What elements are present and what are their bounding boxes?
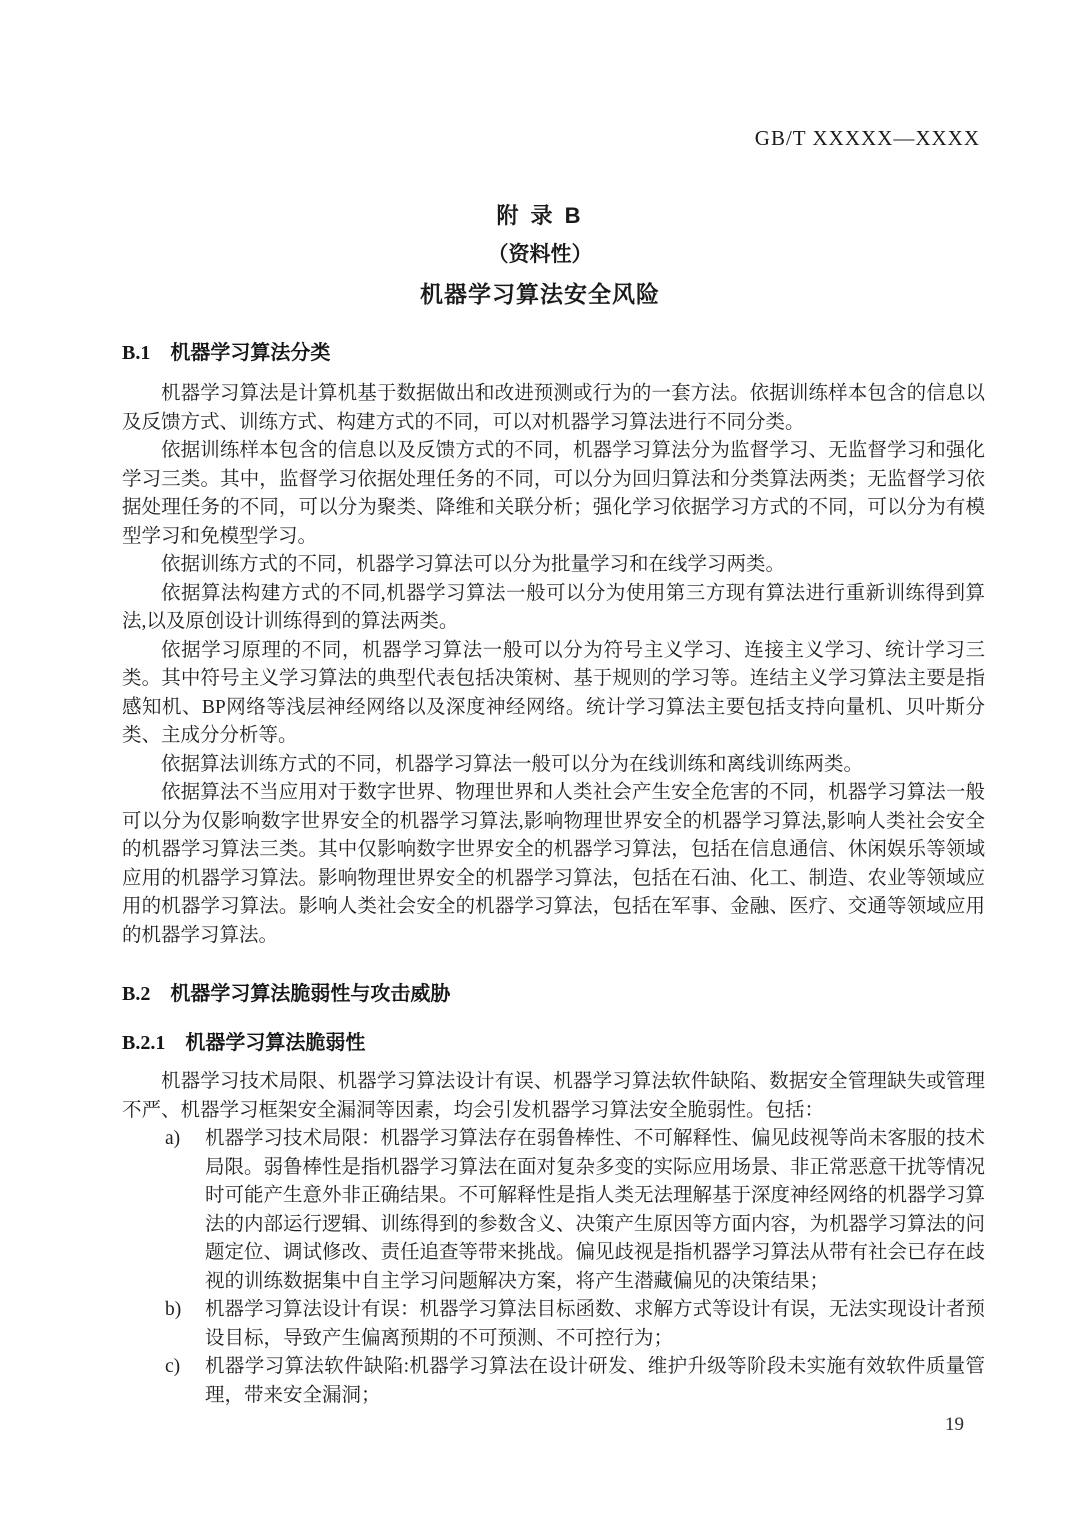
list-item-c-label: c) — [165, 1356, 181, 1377]
paragraph-b1-7: 依据算法不当应用对于数字世界、物理世界和人类社会产生安全危害的不同，机器学习算法一般可以分为仅影响数字世界安全的机器学习算法,影响物理世界安全的机器学习算法,影响人类社会安全的机器学习算法三类。其中仅影响数字世界安全的机器学习算法，包括在信息通信、休闲娱乐等领域应用的机器学习算法。影响物理世界安全的机器学习算法，包括在石油、化工、制造、农业等领域应用的机器学习算法。影响人类社会安全的机器学习算法，包括在军事、金融、医疗、交通等领域应用的机器学习算法。 — [122, 782, 985, 946]
paragraph-b1-3: 依据训练方式的不同，机器学习算法可以分为批量学习和在线学习两类。 — [161, 554, 786, 575]
appendix-type: （资料性） — [487, 243, 593, 266]
list-item-a — [122, 1125, 985, 1296]
list-item-b-text: 机器学习算法设计有误：机器学习算法目标函数、求解方式等设计有误，无法实现设计者预设目标，导致产生偏离预期的不可预测、不可控行为； — [205, 1299, 986, 1349]
paragraph-b21-intro: 机器学习技术局限、机器学习算法设计有误、机器学习算法软件缺陷、数据安全管理缺失或管理不严、机器学习框架安全漏洞等因素，均会引发机器学习算法安全脆弱性。包括： — [122, 1071, 985, 1121]
list-item-a-text: 机器学习技术局限：机器学习算法存在弱鲁棒性、不可解释性、偏见歧视等尚未客服的技术局限。弱鲁棒性是指机器学习算法在面对复杂多变的实际应用场景、非正常恶意干扰等情况时可能产生意外非正确结果。不可解释性是指人类无法理解基于深度神经网络的机器学习算法的内部运行逻辑、训练得到的参数含义、决策产生原因等方面内容，为机器学习算法的问题定位、调试修改、责任追查等带来挑战。偏见歧视是指机器学习算法从带有社会已存在歧视的训练数据集中自主学习问题解决方案，将产生潜藏偏见的决策结果； — [205, 1128, 986, 1292]
paragraph-b1-6: 依据算法训练方式的不同，机器学习算法一般可以分为在线训练和离线训练两类。 — [161, 753, 864, 775]
list-item-c-text: 机器学习算法软件缺陷:机器学习算法在设计研发、维护升级等阶段未实施有效软件质量管理，带来安全漏洞； — [205, 1356, 985, 1406]
section-number-b21: B.2.1 — [122, 1032, 166, 1054]
document-body — [122, 336, 985, 1410]
list-item-b-label: b) — [165, 1299, 182, 1320]
vulnerability-list — [122, 1125, 985, 1410]
section-heading-b2 — [122, 977, 985, 1006]
list-item-a-label: a) — [165, 1128, 181, 1149]
section-title-b1: 机器学习算法分类 — [170, 342, 331, 364]
paragraph-b1-4: 依据算法构建方式的不同,机器学习算法一般可以分为使用第三方现有算法进行重新训练得到算法,以及原创设计训练得到的算法两类。 — [122, 582, 985, 632]
list-item-c — [122, 1353, 985, 1410]
appendix-title-block — [0, 199, 1080, 309]
page-number: 19 — [945, 1414, 964, 1435]
paragraph-b1-5: 依据学习原理的不同，机器学习算法一般可以分为符号主义学习、连接主义学习、统计学习三类。其中符号主义学习算法的典型代表包括决策树、基于规则的学习等。连结主义学习算法主要是指感知机、BP网络等浅层神经网络以及深度神经网络。统计学习算法主要包括支持向量机、贝叶斯分类、主成分分析等。 — [122, 639, 985, 746]
list-item-b — [122, 1296, 985, 1353]
section-number-b1: B.1 — [122, 342, 151, 364]
paragraph-b1-2: 依据训练样本包含的信息以及反馈方式的不同，机器学习算法分为监督学习、无监督学习和强化学习三类。其中，监督学习依据处理任务的不同，可以分为回归算法和分类算法两类；无监督学习依据处理任务的不同，可以分为聚类、降维和关联分析；强化学习依据学习方式的不同，可以分为有模型学习和免模型学习。 — [122, 440, 985, 547]
section-heading-b1 — [122, 336, 985, 365]
section-title-b21: 机器学习算法脆弱性 — [185, 1032, 366, 1054]
section-heading-b21 — [122, 1026, 985, 1055]
section-title-b2: 机器学习算法脆弱性与攻击威胁 — [170, 983, 451, 1005]
appendix-label: 附 录 B — [496, 203, 584, 228]
paragraph-b1-1: 机器学习算法是计算机基于数据做出和改进预测或行为的一套方法。依据训练样本包含的信息以及反馈方式、训练方式、构建方式的不同，可以对机器学习算法进行不同分类。 — [122, 383, 985, 433]
section-number-b2: B.2 — [122, 983, 151, 1005]
appendix-title: 机器学习算法安全风险 — [420, 281, 660, 307]
doc-header-code: GB/T XXXXX—XXXX — [754, 126, 980, 150]
